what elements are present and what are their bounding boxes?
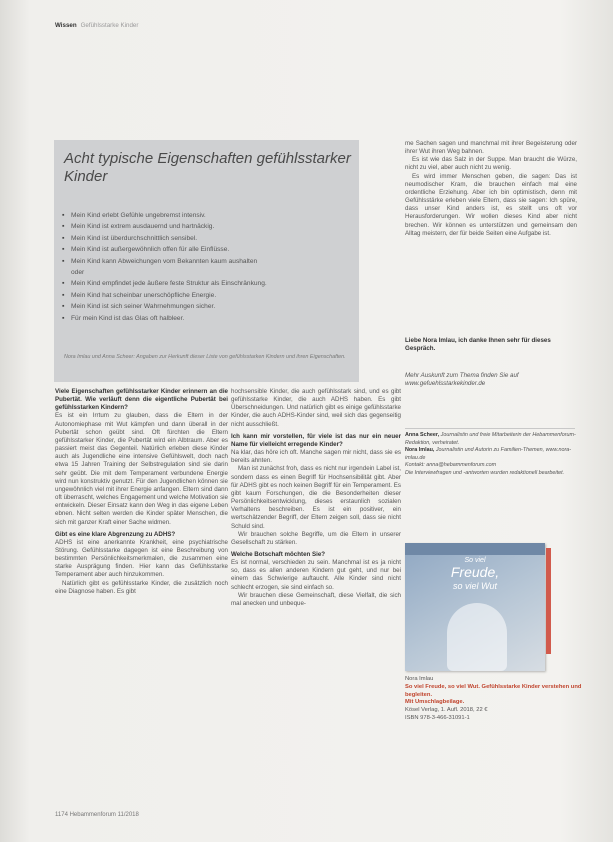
interview-answer: Man ist zunächst froh, dass es nicht nur irgendein Label ist, sondern dass es einen Begriff für Hochsensibilität gibt. Aber für ADHS gibt es noch keinen Begriff für ein Temperament. Es gibt kaum Forschungen, die die Besonderheiten dieser Persönlichkeitsentwicklung, dieses erstaunlich sozialen Verhaltens beschreiben. Es ist ein positiver, ein wertschätzender Begriff, der Eltern zeigen soll, dass sie nicht Schuld sind. — [231, 465, 401, 530]
book-subtitle: Mit Umschlagbeilage. — [405, 699, 465, 706]
page-header — [55, 22, 138, 29]
author-text: Die Interviewfragen und -antworten wurden redaktionell bearbeitet. — [405, 469, 565, 476]
author-name: Anna Scheer, — [405, 432, 440, 438]
book-title: So viel Freude, so viel Wut. Gefühlsstarke Kinder verstehen und begleiten. — [405, 683, 582, 698]
author-line — [405, 462, 580, 470]
info-box-item: ▪ Mein Kind ist außergewöhnlich offen für alle Einflüsse. — [62, 244, 352, 255]
book-cover-illustration — [447, 603, 507, 671]
book-spine-accent — [546, 548, 551, 654]
interview-question: Welche Botschaft möchten Sie? — [231, 550, 326, 558]
interview-answer: Es ist normal, verschieden zu sein. Manchmal ist es ja nicht so, dass es allen anderen Kindern gut geht, und nur bei einem das Schwierige auftaucht. Alle Kinder sind nicht schlecht erzogen, sie sind einfach so. — [231, 559, 401, 591]
info-box-item: ▪ Mein Kind hat scheinbar unerschöpfliche Energie. — [62, 290, 352, 301]
author-line — [405, 432, 580, 447]
section-subtitle: Gefühlsstarke Kinder — [80, 22, 139, 29]
more-info: Mehr Auskunft zum Thema finden Sie auf www.gefuehlsstarkekinder.de — [405, 372, 519, 388]
author-text: Kontakt: anna@hebammenforum.com — [405, 462, 497, 469]
author-text: Journalistin und Autorin zu Familien-Themen, www.nora-imlau.de — [405, 447, 572, 461]
interview-question: Ich kann mir vorstellen, für viele ist das nur ein neuer Name für vielleicht erregende Kinder? — [231, 432, 401, 448]
book-cover-line: Freude, — [450, 564, 500, 580]
book-isbn: ISBN 978-3-466-31091-1 — [405, 714, 470, 721]
author-info — [405, 432, 580, 478]
interview-answer: hochsensible Kinder, die auch gefühlsstark sind, und es gibt gefühlsstarke Kinder, die auch ADHS haben. Es gibt Überschneidungen. Und natürlich gibt es einige gefühlsstarke Kinder, die auch ADHS-Kinder sind, weil sich das gegenseitig nicht ausschließt. — [231, 388, 401, 428]
interview-question: Gibt es eine klare Abgrenzung zu ADHS? — [55, 530, 176, 538]
info-box-title: Acht typische Eigenschaften gefühlsstarker Kinder — [64, 150, 351, 185]
interview-answer: Natürlich gibt es gefühlsstarke Kinder, die zusätzlich noch eine Diagnose haben. Es gibt — [55, 579, 228, 595]
interview-answer: Es wird immer Menschen geben, die sagen: Das ist neumodischer Kram, die brauchen einfach mal eine ordentliche Erziehung. Aber ich bin optimistisch, denn mit Gefühlsstärke erleben viele Eltern, dass sie sagen: Ich spüre, dass unser Kind anders ist, es stellt uns oft vor Herausforderungen. Wir wollen dieses Kind aber nicht brechen. Wir können es unterstützen und gemeinsam den Alltag meistern, der für beide Seiten eine Aufgabe ist. — [405, 172, 577, 237]
interview-answer: Es ist ein Irrtum zu glauben, dass die Eltern in der Autonomiephase mit Wut kämpfen und dann überall in der Pubertät schon geübt sind. Oft fürchten die Eltern gefühlsstarker Kinder, die Pubertät wird ein Albtraum. Aber es passiert meist das Gegenteil. Natürlich erleben diese Kinder auch als Jugendliche eine intensive Gefühlswelt, doch nach etwa 15 Jahren Training der Selbstregulation sind sie darin sehr geübt. Die mit dem Temperament verbundene Energie wird nun konstruktiv genutzt. Für den Jugendlichen können sie ungewöhnlich viel mit ihrer Energie anfangen. Eltern sind dann oft überrascht, welches Engagement und welche Motivation sie entwickeln. Dieser Einsatz kann den Weg in das eigene Leben ebnen. Nicht selten werden die Kinder später Menschen, die sich mit ganzer Kraft einer Sache widmen. — [55, 412, 229, 526]
interview-answer: Wir brauchen diese Gemeinschaft, diese Vielfalt, die sich mal anecken und unbeque- — [231, 591, 401, 607]
book-publisher: Kösel Verlag, 1. Aufl. 2018, 22 € — [405, 707, 488, 714]
closing-thanks: Liebe Nora Imlau, ich danke Ihnen sehr für dieses Gespräch. — [405, 337, 551, 353]
page-footer: 1174 Hebammenforum 11/2018 — [55, 812, 139, 818]
author-line — [405, 447, 580, 462]
info-box-note: Nora Imlau und Anna Scheer: Angaben zur Herkunft dieser Liste von gefühlsstarken Kindern und ihren Eigenschaften. — [64, 354, 346, 360]
info-box-item: ▪ Für mein Kind ist das Glas oft halbleer. — [62, 313, 352, 324]
author-line — [405, 470, 580, 478]
section-label: Wissen — [55, 22, 77, 29]
interview-question: Viele Eigenschaften gefühlsstarker Kinder erinnern an die Pubertät. Wie verläuft denn die eigentliche Pubertät bei gefühlsstarken Kindern? — [55, 388, 228, 412]
info-box-item: ▪ Mein Kind ist sich seiner Wahrnehmungen sicher. — [62, 301, 352, 312]
book-cover-band — [405, 543, 545, 555]
author-text: Journalistin und freie Mitarbeiterin der Hebammenforum-Redaktion, verheiratet. — [405, 432, 576, 446]
book-info — [405, 676, 585, 723]
info-box-list — [62, 210, 352, 324]
interview-answer: Wir brauchen solche Begriffe, um die Eltern in unserer Gesellschaft zu stärken. — [231, 530, 401, 546]
divider — [405, 428, 575, 429]
article-column-3 — [405, 140, 577, 238]
info-box-item: ▪ Mein Kind empfindet jede äußere feste Struktur als Einschränkung. — [62, 278, 352, 289]
interview-answer: ADHS ist eine anerkannte Krankheit, eine psychiatrische Störung. Gefühlsstarke dagegen ist eine Beschreibung von bestimmten Persönlichkeitsmerkmalen, die zusammen eine starke Ausprägung finden. Hier kann das Gefühlsstarke Temperament aber auch hinzukommen. — [55, 538, 228, 579]
article-column-2 — [231, 388, 401, 608]
book-cover-line: So viel — [464, 557, 486, 564]
interview-answer: Es ist wie das Salz in der Suppe. Man braucht die Würze, nicht zu viel, aber auch nicht zu wenig. — [405, 156, 577, 172]
book-cover — [405, 543, 545, 671]
info-box-item: ▪ Mein Kind kann Abweichungen vom Bekannten kaum aushalten — [62, 256, 352, 267]
interview-answer: me Sachen sagen und manchmal mit ihrer Begeisterung oder ihrer Wut ihren Weg bahnen. — [405, 140, 577, 156]
article-column-1 — [55, 388, 228, 596]
book-author: Nora Imlau — [405, 676, 434, 682]
info-box-item: ▪ Mein Kind ist überdurchschnittlich sensibel. — [62, 233, 352, 244]
book-cover-line: so viel Wut — [452, 581, 497, 591]
info-box-item: ▪ Mein Kind ist extrem ausdauernd und hartnäckig. — [62, 221, 352, 232]
info-box-item: ▪ Mein Kind erlebt Gefühle ungebremst intensiv. — [62, 210, 352, 221]
info-box — [54, 140, 359, 382]
author-name: Nora Imlau, — [405, 447, 435, 454]
interview-answer: Na klar, das höre ich oft. Manche sagen mir nicht, dass sie es bereits ahnten. — [231, 449, 401, 465]
info-box-item: oder — [71, 269, 85, 277]
